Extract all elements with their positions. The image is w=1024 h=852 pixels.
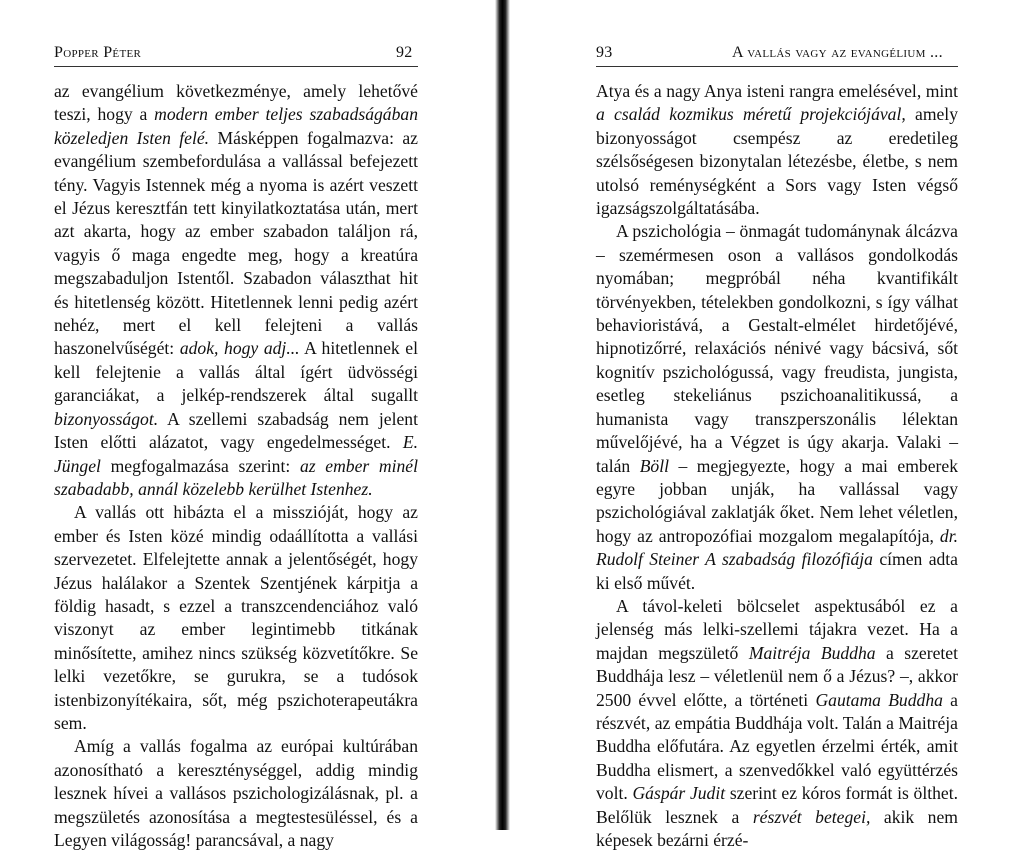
page-number-left: 92 xyxy=(396,44,413,61)
header-rule-right xyxy=(596,66,958,67)
italic-run: Böll xyxy=(639,455,670,476)
italic-run: Gáspár Judit xyxy=(632,783,726,804)
text-run: szerint ez kóros formát is ölthet. Belőlük lesznek a xyxy=(596,783,958,827)
right-page xyxy=(510,0,1024,850)
italic-run: Maitréja Buddha xyxy=(748,642,876,663)
text-run: akik nem képesek bezárni érzé- xyxy=(596,806,958,850)
italic-run: modern ember teljes szabadságában közeledjen Isten felé. xyxy=(54,104,418,148)
text-run: címen adta ki első művét. xyxy=(596,549,958,593)
paragraph xyxy=(54,80,418,501)
text-run: Atya és a nagy Anya isteni rangra emelésével, mint xyxy=(596,81,958,101)
italic-run: bizonyosságot. xyxy=(54,408,159,429)
text-run: A pszichológia – önmagát tudománynak álcázva – szemérmesen oson a vallásos gondolkodás nyomában; megpróbál néha kvantifikált törvényekben, tételekben gondolkozni, s így válhat behavioristává, a Gestalt-elmélet hirdetőjévé, hipnotizőrré, relaxációs nénivé vagy bácsivá, sőt kognitív pszichológussá, vagy freudista, jungista, esetleg stekeliánus pszichoanalitikussá, a humanista vagy transzperszonális lélektan művelőjévé, ha a Végzet is úgy akarja. Valaki – talán xyxy=(596,221,958,476)
paragraph xyxy=(596,220,958,595)
text-run: A vallás ott hibázta el a misszióját, hogy az ember és Isten közé mindig odaállította a vallási szervezetet. Elfelejtette annak a jelentőségét, hogy Jézus halálakor a Szentek Szentjének kárpitja a földig hasadt, s ezzel a transzcendenciához való viszonyt az ember legintimebb titkának minősítette, amihez nincs szükség közvetítőkre. Se lelki vezetőkre, se gurukra, se a tudósok istenbizonyítékaira, sőt, még pszichoterapeutákra sem. xyxy=(54,502,418,733)
left-page xyxy=(0,0,495,850)
running-head-author: Popper Péter xyxy=(54,44,142,61)
paragraph xyxy=(54,735,418,852)
text-run: a részvét, az empátia Buddhája volt. Talán a Maitréja Buddha előfutára. Az egyetlen érzelmi érték, amit Buddha elismert, a szenvedőkkel való együttérzés volt. xyxy=(596,689,958,804)
right-body-text xyxy=(596,80,958,852)
italic-run: Gautama Buddha xyxy=(815,689,943,710)
italic-run: a család kozmikus méretű projekciójával, xyxy=(596,104,906,125)
italic-run: dr. Rudolf Steiner A szabadság filozófiája xyxy=(596,525,958,570)
italic-run: részvét betegei, xyxy=(752,806,871,827)
text-run: – megjegyezte, hogy a mai emberek egyre jobban unják, ha vallással vagy pszichológiával zaklatják őket. Nem lehet véletlen, hogy az antropozófiai mozgalom megalapítója, xyxy=(596,455,958,546)
text-run: az evangélium következménye, amely lehetővé teszi, hogy a xyxy=(54,81,418,125)
text-run: amely bizonyosságot csempész az eredetileg szélsőségesen bizonytalan létezésbe, életbe, s nem utolsó reménységként a Sors vagy Isten végső igazságszolgáltatásába. xyxy=(596,104,958,219)
paragraph xyxy=(54,501,418,735)
text-run: A szellemi szabadság nem jelent Isten előtti alázatot, vagy engedelmességet. xyxy=(54,408,418,453)
text-run: Másképpen fogalmazva: az evangélium szembefordulása a vallással befejezett tény. Vagyis Istennek még a nyoma is azért veszett el Jézus keresztfán tett kinyilatkoztatása után, mert azt akarta, hogy az ember szabadon találjon rá, vagyis ő maga engedte meg, hogy a kreatúra megszabaduljon Istentől. Szabadon választhat hit és hitetlenség között. Hitetlennek lenni pedig azért nehéz, mert el kell felejteni a vallás haszonelvűségét: xyxy=(54,127,418,359)
running-head-title: A vallás vagy az evangélium ... xyxy=(732,44,943,61)
header-rule-left xyxy=(54,66,418,67)
page-number-right: 93 xyxy=(596,44,613,61)
paragraph xyxy=(596,595,958,852)
left-body-text xyxy=(54,80,418,852)
italic-run: az ember minél szabadabb, annál közelebb kerülhet Istenhez. xyxy=(54,455,418,499)
text-run: a szeretet Buddhája lesz – véletlenül nem ő a Jézus? –, akkor 2500 évvel előtte, a történeti xyxy=(596,642,958,710)
paragraph xyxy=(596,80,958,220)
text-run: A hitetlennek el kell felejtenie a vallás által ígért üdvösségi garanciákat, a jelkép-rendszerek által sugallt xyxy=(54,338,419,406)
text-run: megfogalmazása szerint: xyxy=(100,455,300,476)
italic-run: E. Jüngel xyxy=(54,432,418,476)
text-run: A távol-keleti bölcselet aspektusából ez a jelenség más lelki-szellemi tájakra vezet. Ha a majdan megszülető xyxy=(596,595,958,663)
italic-run: adok, hogy adj... xyxy=(179,338,300,359)
book-gutter xyxy=(495,0,510,830)
text-run: Amíg a vallás fogalma az európai kultúrában azonosítható a kereszténységgel, addig mindig lesznek hívei a vallásos pszichologizálásnak, pl. a megszületés azonosítása a megtestesüléssel, és a Legyen világosság! parancsával, a nagy xyxy=(54,736,418,850)
